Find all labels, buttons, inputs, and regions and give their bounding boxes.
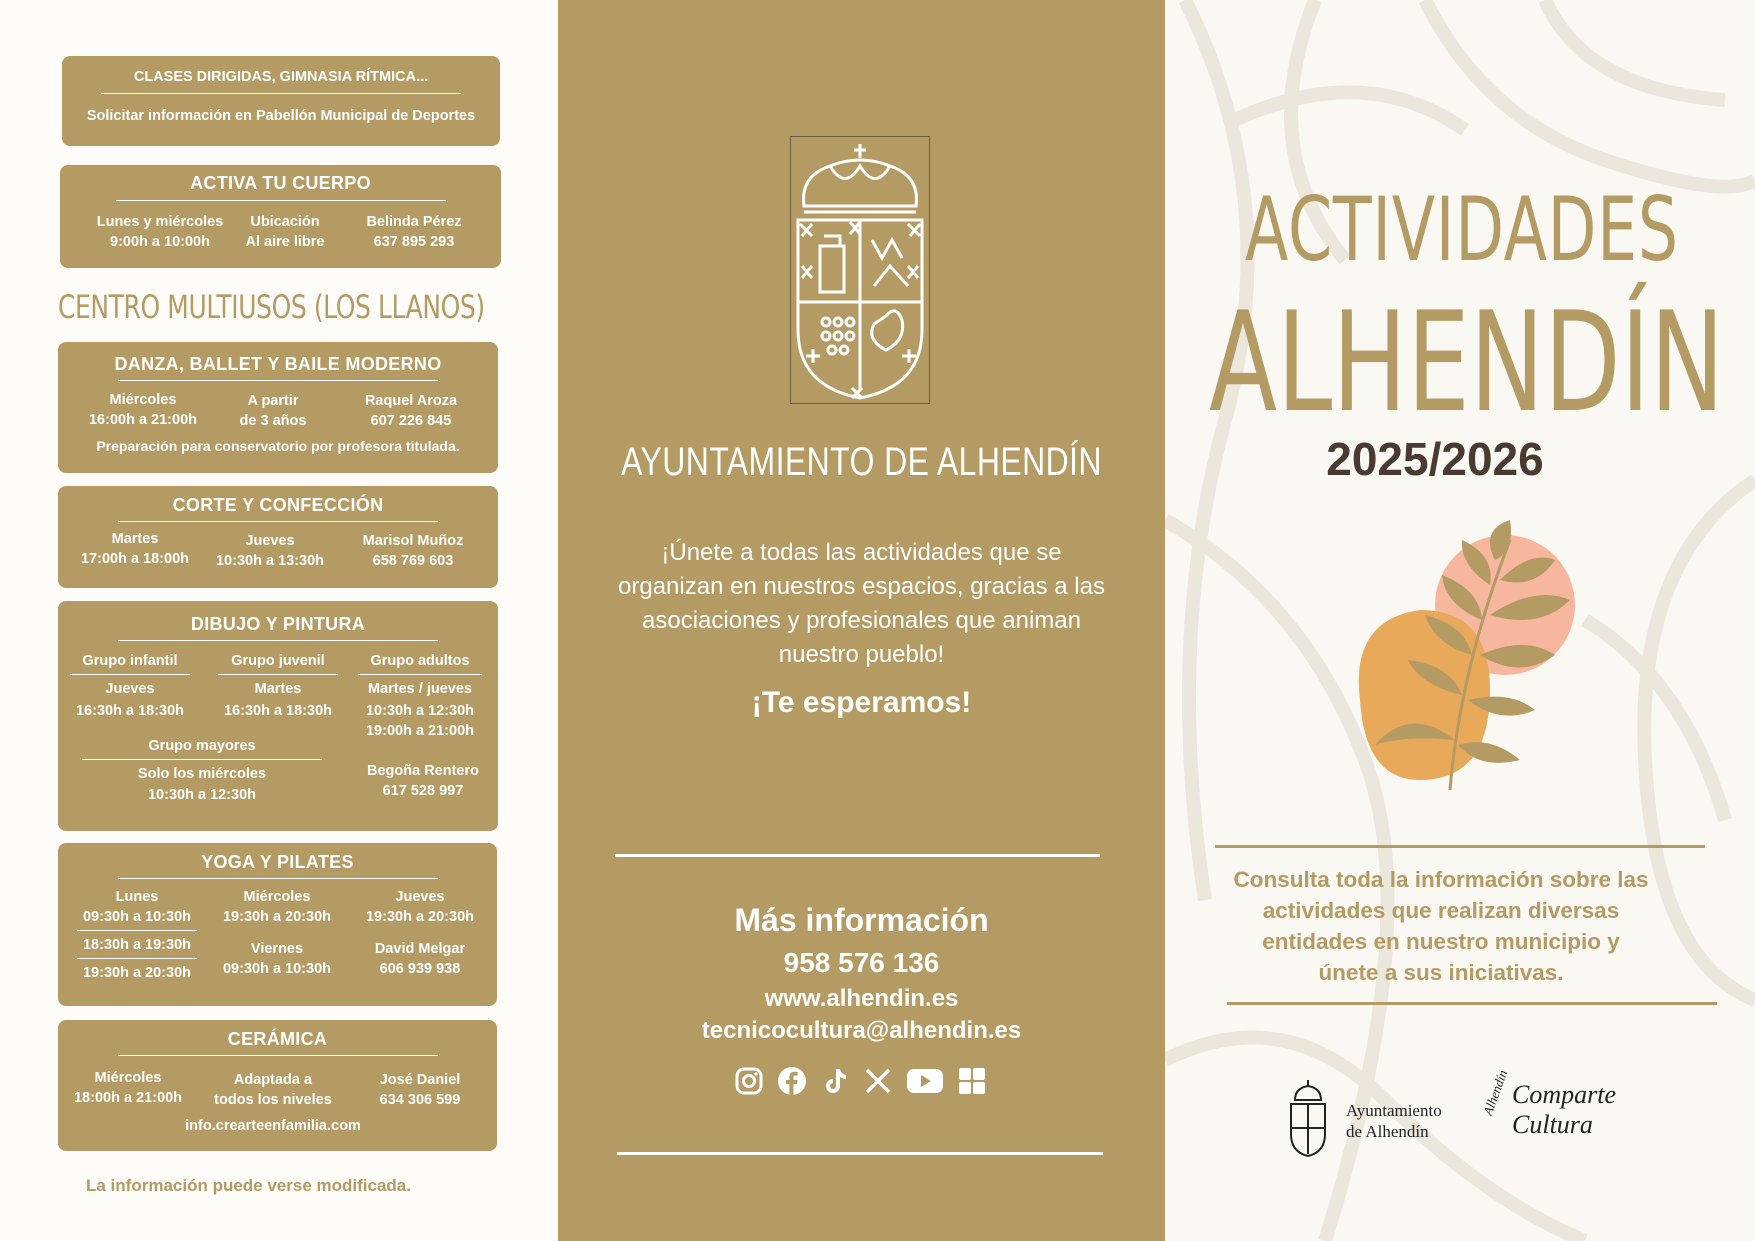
schedule-cell: Lunes y miércoles 9:00h a 10:00h: [96, 214, 224, 250]
divider: [118, 878, 438, 879]
card-title: CORTE Y CONFECCIÓN: [172, 495, 384, 515]
divider: [118, 521, 438, 522]
right-panel: ACTIVIDADES ALHENDÍN 2025/2026 Consulta toda la información sobre las actividades que realizan diversas entidades en nuestro municipio y únete a sus iniciativas. Ayuntamiento de Alhendín Alhendín Comparte Cultura: [1165, 0, 1755, 1241]
card-title: DIBUJO Y PINTURA: [190, 614, 366, 634]
card-title: DANZA, BALLET Y BAILE MODERNO: [114, 354, 442, 374]
card-ceramica: [58, 1020, 497, 1151]
website-link[interactable]: www.alhendin.es: [764, 985, 959, 1012]
invite-text: ¡Únete a todas las actividades que se organizan en nuestros espacios, gracias a las asociaciones y profesionales que animan nuestro pueblo!: [618, 539, 1105, 668]
divider-bottom: [617, 1152, 1103, 1155]
card-title: YOGA Y PILATES: [201, 852, 354, 872]
group-adultos: Grupo adultos Martes / jueves 10:30h a 12:30h 19:00h a 21:00h: [358, 651, 482, 741]
section-title: CENTRO MULTIUSOS (LOS LLANOS): [58, 288, 485, 326]
web-link[interactable]: info.crearteenfamilia.com: [185, 1118, 361, 1134]
email-link[interactable]: tecnicocultura@alhendin.es: [701, 1017, 1022, 1044]
title-alhendin: ALHENDÍN: [1209, 282, 1725, 443]
level-cell: Adaptada a todos los niveles: [214, 1072, 332, 1108]
contact-cell: Belinda Pérez 637 895 293: [366, 214, 462, 250]
ayuntamiento-logo-text: Ayuntamiento de Alhendín: [1346, 1101, 1442, 1141]
schedule-cell: Jueves 10:30h a 13:30h: [215, 533, 324, 569]
coat-of-arms-icon: [790, 136, 930, 404]
card-yoga: [58, 843, 497, 1006]
divider-top: [1215, 845, 1705, 848]
divider: [101, 93, 461, 94]
location-cell: Ubicación Al aire libre: [245, 214, 325, 250]
esperamos-text: ¡Te esperamos!: [751, 686, 972, 719]
schedule-cell: Martes 17:00h a 18:00h: [80, 531, 189, 567]
center-panel: [558, 0, 1165, 1241]
leaf-illustration: [1350, 520, 1610, 800]
schedule-cell: Miércoles 18:00h a 21:00h: [73, 1070, 182, 1106]
x-icon[interactable]: [863, 1066, 893, 1096]
schedule-cell: Miércoles 16:00h a 21:00h: [88, 392, 197, 428]
year-label: 2025/2026: [1326, 433, 1544, 485]
card-info: Solicitar información en Pabellón Municipal de Deportes: [86, 108, 476, 124]
divider-top: [615, 854, 1100, 857]
card-clases-dirigidas: [62, 56, 500, 146]
tiktok-icon[interactable]: [820, 1066, 850, 1096]
card-dibujo: [58, 601, 498, 831]
age-cell: A partir de 3 años: [239, 393, 307, 429]
social-icons: [734, 1066, 987, 1096]
left-panel: [0, 0, 558, 1241]
group-mayores: Grupo mayores Solo los miércoles 10:30h a 12:30h: [82, 736, 322, 805]
contact-cell: Begoña Rentero 617 528 997: [367, 763, 479, 799]
group-juvenil: Grupo juvenil Martes 16:30h a 18:30h: [218, 651, 338, 721]
title-actividades: ACTIVIDADES: [1245, 178, 1679, 281]
card-activa-tu-cuerpo: [60, 165, 501, 268]
divider: [118, 640, 438, 641]
app-grid-icon[interactable]: [957, 1066, 987, 1096]
card-corte: [58, 486, 498, 588]
card-note: Preparación para conservatorio por profesora titulada.: [96, 438, 460, 454]
more-info-title: Más información: [734, 902, 989, 938]
contact-cell: Marisol Muñoz 658 769 603: [362, 533, 464, 569]
divider: [116, 200, 446, 201]
contact-cell: Raquel Aroza 607 226 845: [364, 393, 458, 429]
ayuntamiento-logo-icon: [1287, 1080, 1329, 1158]
youtube-icon[interactable]: [906, 1066, 944, 1096]
schedule-jueves-contact: Jueves 19:30h a 20:30h David Melgar 606 939 938: [365, 889, 474, 977]
ayuntamiento-title: AYUNTAMIENTO DE ALHENDÍN: [621, 440, 1102, 484]
footnote: La información puede verse modificada.: [86, 1176, 411, 1195]
instagram-icon[interactable]: [734, 1066, 764, 1096]
card-title: CERÁMICA: [227, 1029, 328, 1049]
phone-number[interactable]: 958 576 136: [783, 947, 940, 978]
contact-cell: José Daniel 634 306 599: [379, 1072, 461, 1108]
consult-text: Consulta toda la información sobre las actividades que realizan diversas entidades en nuestro municipio y únete a sus iniciativas.: [1233, 867, 1649, 985]
schedule-miercoles-viernes: Miércoles 19:30h a 20:30h Viernes 09:30h a 10:30h: [222, 889, 331, 977]
schedule-lunes: Lunes 09:30h a 10:30h 18:30h a 19:30h 19:30h a 20:30h: [77, 887, 197, 983]
card-title: CLASES DIRIGIDAS, GIMNASIA RÍTMICA...: [133, 69, 429, 85]
divider-bottom: [1227, 1002, 1717, 1005]
card-danza: [58, 342, 498, 473]
divider: [118, 1055, 438, 1056]
group-infantil: Grupo infantil Jueves 16:30h a 18:30h: [70, 651, 190, 721]
facebook-icon[interactable]: [777, 1066, 807, 1096]
card-title: ACTIVA TU CUERPO: [190, 173, 371, 193]
divider: [118, 380, 438, 381]
